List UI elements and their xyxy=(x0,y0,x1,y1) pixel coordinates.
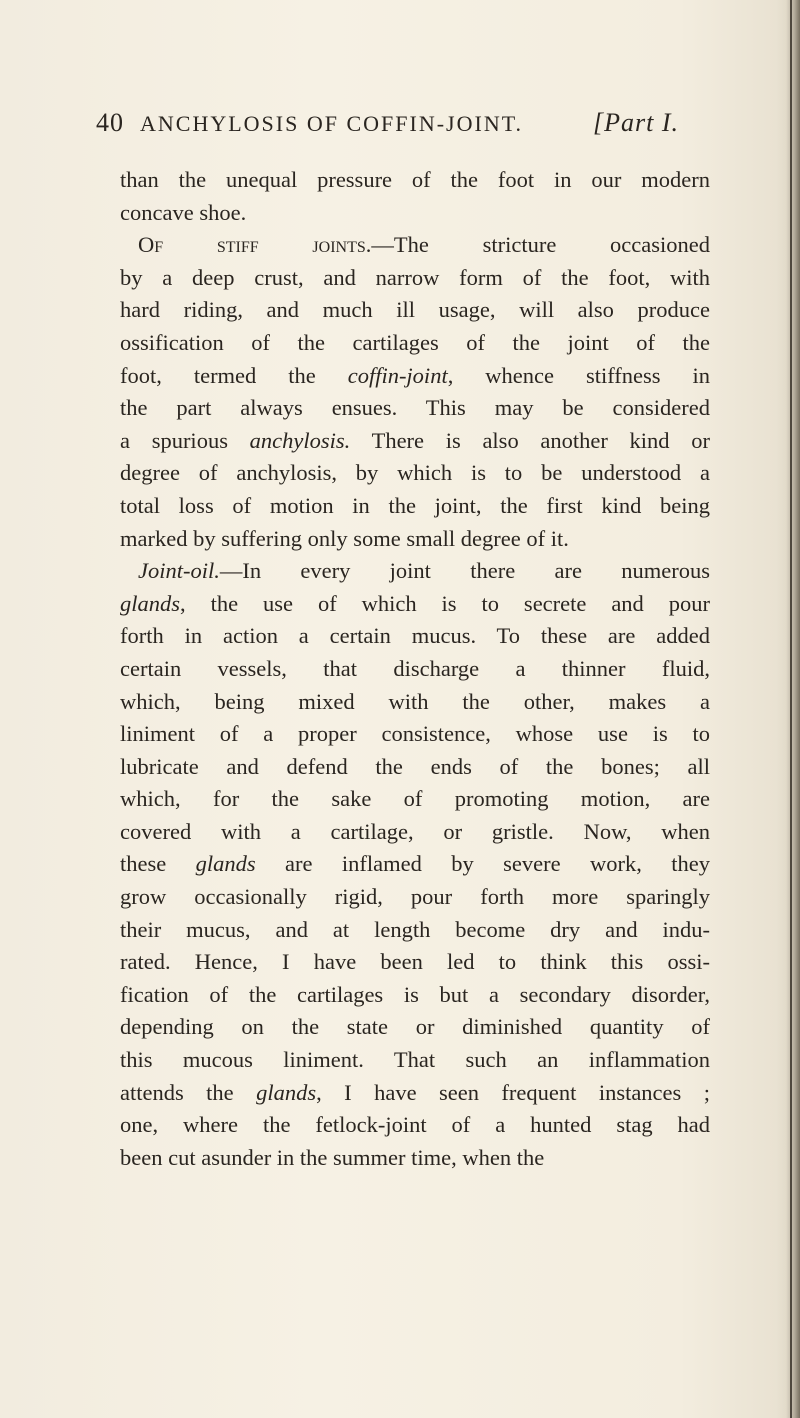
text-line: total loss of motion in the joint, the first kind being xyxy=(120,492,710,518)
page-number: 40 xyxy=(96,108,124,137)
italic-term: glands xyxy=(195,851,256,877)
italic-term: coffin-joint xyxy=(347,362,448,388)
text-line: concave shoe. xyxy=(120,199,247,225)
text-line: one, where the fetlock-joint of a hunted stag had xyxy=(120,1112,710,1138)
text-line: grow occasionally rigid, pour forth more sparingly xyxy=(120,884,710,910)
text-line: foot, termed the coffin-joint, whence stiffness in xyxy=(120,362,710,388)
text-line: the part always ensues. This may be considered xyxy=(120,395,710,421)
section-heading: Joint-oil. xyxy=(138,558,220,584)
text-line: liniment of a proper consistence, whose use is to xyxy=(120,721,710,747)
text-line-section-joint-oil: Joint-oil.—In every joint there are numerous xyxy=(138,558,710,584)
text-line: been cut asunder in the summer time, when the xyxy=(120,1144,545,1170)
body-text xyxy=(120,164,710,1174)
text-line: glands, the use of which is to secrete and pour xyxy=(120,590,710,616)
part-label: [Part I. xyxy=(593,108,679,137)
italic-term: anchylosis. xyxy=(249,427,351,453)
text-line: this mucous liniment. That such an inflammation xyxy=(120,1047,710,1073)
text-line: a spurious anchylosis. There is also another kind or xyxy=(120,427,711,453)
text-line: fication of the cartilages is but a secondary disorder, xyxy=(120,981,710,1007)
text-line: by a deep crust, and narrow form of the foot, with xyxy=(120,264,710,290)
text-line-section-stiff-joints: Of stiff joints.—The stricture occasioned xyxy=(138,232,710,258)
page-edge-shadow xyxy=(786,0,800,1418)
text-line: certain vessels, that discharge a thinner fluid, xyxy=(120,655,710,681)
text-line: which, being mixed with the other, makes a xyxy=(120,688,710,714)
text-line: forth in action a certain mucus. To these are added xyxy=(120,623,710,649)
running-head-title: ANCHYLOSIS OF COFFIN-JOINT. xyxy=(140,111,524,136)
text-line: their mucus, and at length become dry and indu- xyxy=(120,916,710,942)
text-line: degree of anchylosis, by which is to be understood a xyxy=(120,460,710,486)
text-line: rated. Hence, I have been led to think this ossi- xyxy=(120,949,710,975)
text-line: hard riding, and much ill usage, will also produce xyxy=(120,297,710,323)
running-head-part xyxy=(593,108,679,138)
running-head xyxy=(96,108,716,146)
text-line: these glands are inflamed by severe work, they xyxy=(120,851,710,877)
text-line: covered with a cartilage, or gristle. Now, when xyxy=(120,818,710,844)
text-line: than the unequal pressure of the foot in our modern xyxy=(120,167,710,192)
text-line: attends the glands, I have seen frequent instances ; xyxy=(120,1079,710,1105)
italic-term: glands xyxy=(256,1079,317,1105)
italic-term: glands xyxy=(120,590,181,616)
text-line: marked by suffering only some small degree of it. xyxy=(120,525,569,551)
text-line: lubricate and defend the ends of the bones; all xyxy=(120,753,710,779)
text-line: ossification of the cartilages of the joint of the xyxy=(120,329,710,355)
text-line: depending on the state or diminished quantity of xyxy=(120,1014,710,1040)
page-edge-line xyxy=(790,0,792,1418)
section-heading: Of stiff joints. xyxy=(138,232,372,258)
text-line: which, for the sake of promoting motion, are xyxy=(120,786,710,812)
